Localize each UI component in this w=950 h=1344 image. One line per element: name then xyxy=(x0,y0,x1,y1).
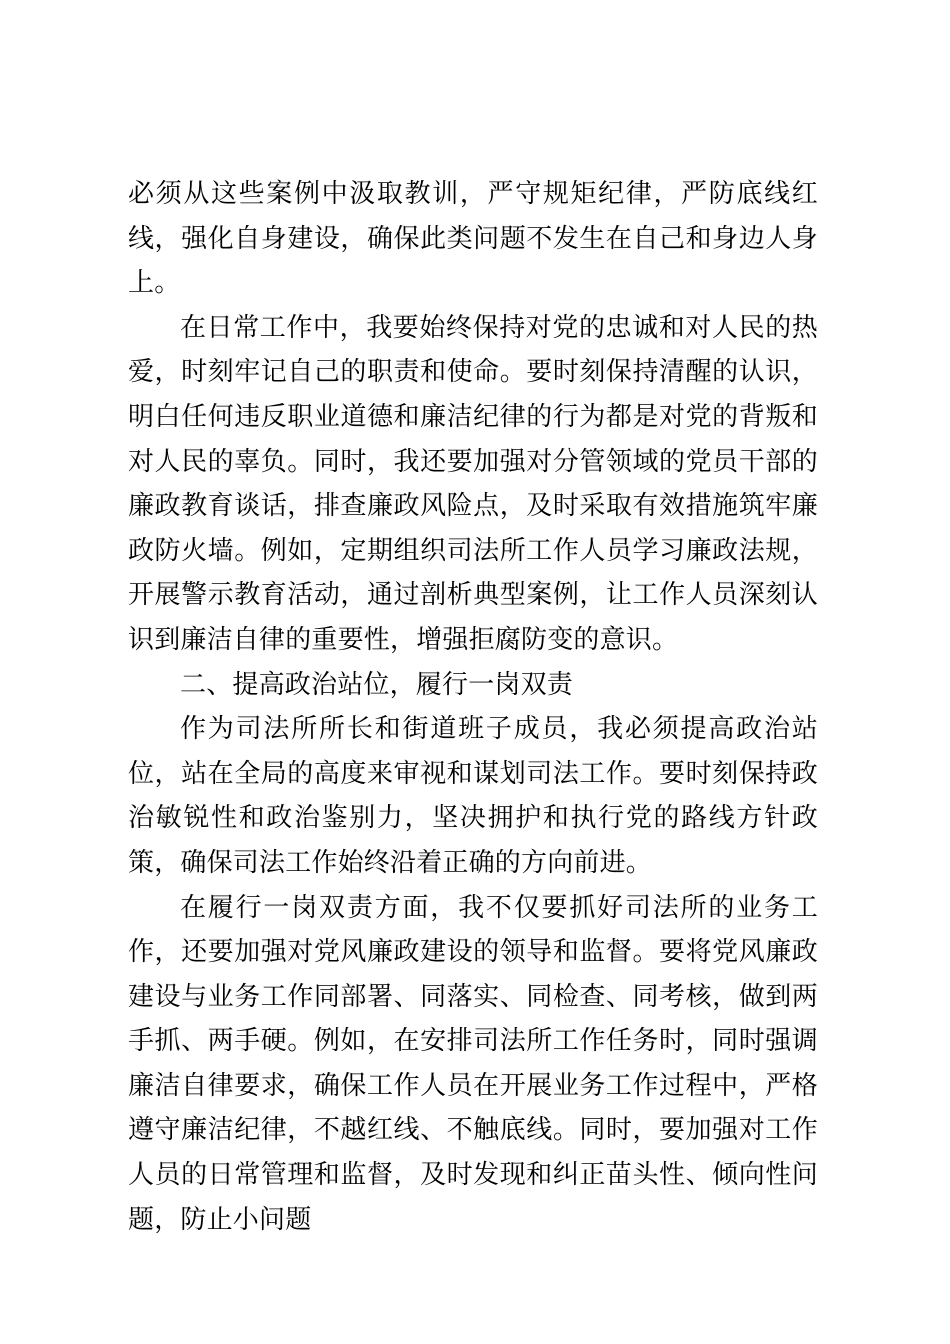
document-body xyxy=(128,172,818,1242)
paragraph-political-stance: 作为司法所所长和街道班子成员，我必须提高政治站位，站在全局的高度来审视和谋划司法工作。要时刻保持政治敏锐性和政治鉴别力，坚决拥护和执行党的路线方针政策，确保司法工作始终沿着正确的方向前进。 xyxy=(128,714,818,878)
paragraph-daily-work: 在日常工作中，我要始终保持对党的忠诚和对人民的热爱，时刻牢记自己的职责和使命。要时刻保持清醒的认识，明白任何违反职业道德和廉洁纪律的行为都是对党的背叛和对人民的辜负。同时，我还要加强对分管领域的党员干部的廉政教育谈话，排查廉政风险点，及时采取有效措施筑牢廉政防火墙。例如，定期组织司法所工作人员学习廉政法规，开展警示教育活动，通过剖析典型案例，让工作人员深刻认识到廉洁自律的重要性，增强拒腐防变的意识。 xyxy=(128,312,818,655)
paragraph-continuation: 必须从这些案例中汲取教训，严守规矩纪律，严防底线红线，强化自身建设，确保此类问题不发生在自己和身边人身上。 xyxy=(128,179,818,299)
paragraph-dual-responsibility: 在履行一岗双责方面，我不仅要抓好司法所的业务工作，还要加强对党风廉政建设的领导和监督。要将党风廉政建设与业务工作同部署、同落实、同检查、同考核，做到两手抓、两手硬。例如，在安排司法所工作任务时，同时强调廉洁自律要求，确保工作人员在开展业务工作过程中，严格遵守廉洁纪律，不越红线、不触底线。同时，要加强对工作人员的日常管理和监督，及时发现和纠正苗头性、倾向性问题，防止小问题 xyxy=(128,892,818,1235)
section-heading-political-stance: 二、提高政治站位，履行一岗双责 xyxy=(180,669,574,700)
